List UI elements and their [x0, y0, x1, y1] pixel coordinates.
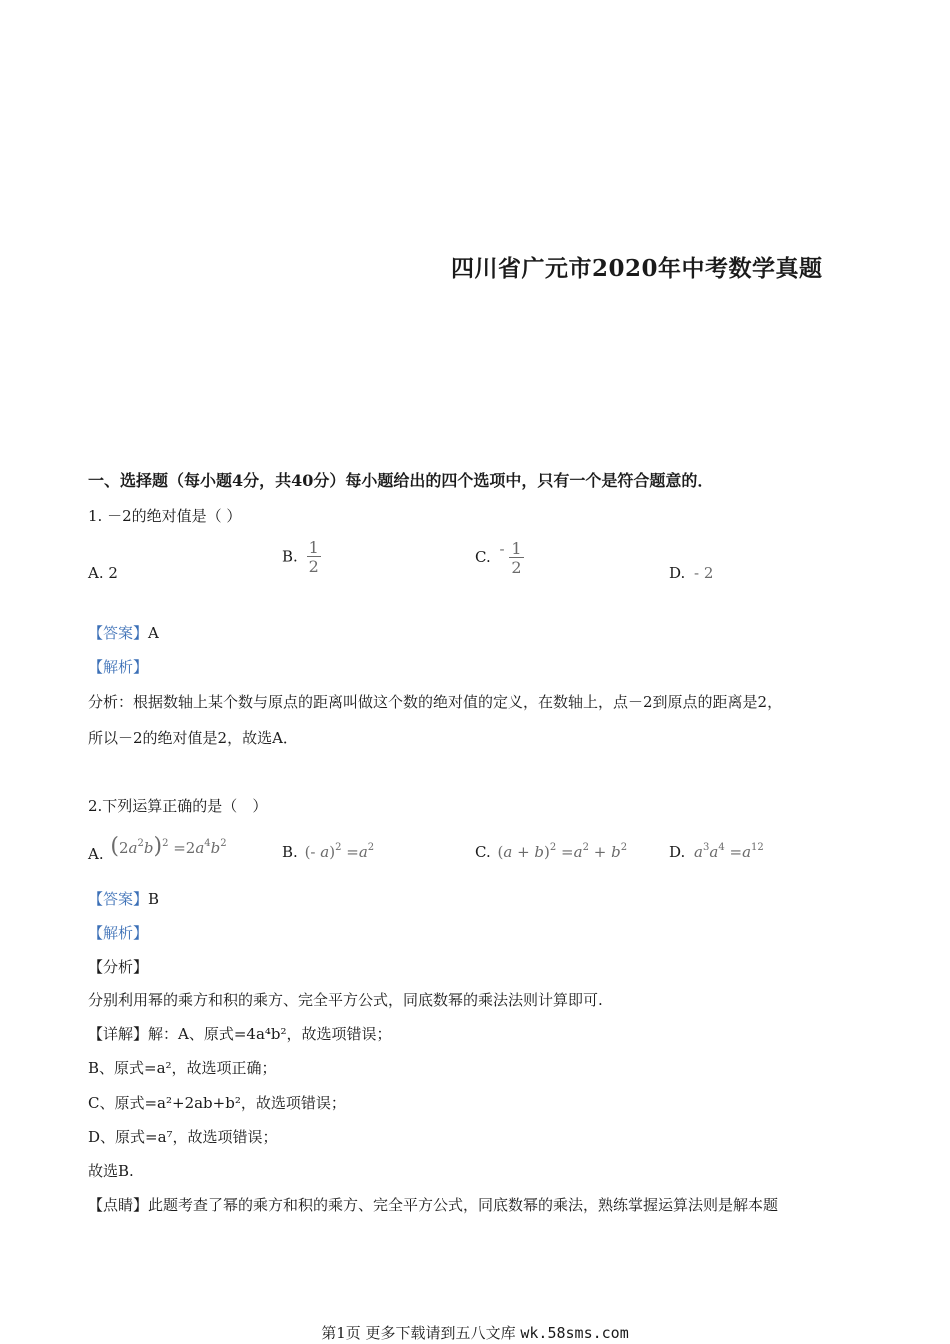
q1-option-c-fraction [509, 538, 523, 577]
q2-option-c-label: C. [475, 843, 491, 861]
q1-option-b-numerator: 1 [308, 538, 319, 557]
q2-option-a [88, 834, 227, 863]
q2-answer [88, 888, 159, 909]
q2-comment [88, 1194, 778, 1215]
q1-analysis-line2: 所以－2的绝对值是2，故选A． [88, 729, 298, 747]
q2-detail-tag: 【详解】 [88, 1025, 149, 1043]
q2-option-d-label: D. [669, 843, 686, 861]
q1-answer [88, 622, 159, 643]
q2-fenxi-tag: 【分析】 [88, 958, 149, 976]
section-heading: 一、选择题（每小题4分，共40分）每小题给出的四个选项中，只有一个是符合题意的． [88, 471, 714, 490]
q2-option-b [282, 842, 374, 861]
q2-conclusion: 故选B. [88, 1162, 134, 1180]
q2-comment-tag: 【点睛】 [88, 1196, 149, 1214]
footer-text: 第1页 更多下载请到五八文库 [321, 1324, 516, 1342]
q2-detail-c: C、原式=a²+2ab+b²，故选项错误； [88, 1094, 346, 1112]
footer-site: wk.58sms.com [520, 1324, 629, 1342]
q1-answer-tag: 【答案】 [88, 624, 149, 642]
q2-comment-text: 此题考查了幂的乘方和积的乘方、完全平方公式，同底数幂的乘法，熟练掌握运算法则是解本题 [148, 1196, 779, 1214]
q1-option-d-value: - 2 [694, 564, 714, 582]
q2-stem: 2.下列运算正确的是（ ） [88, 797, 268, 815]
q2-answer-value: B [148, 890, 160, 908]
q2-option-b-label: B. [282, 843, 298, 861]
q2-option-a-expression: $(2a^2b)^2 =2a^4b^2$ [110, 834, 227, 859]
q1-option-b [282, 540, 321, 575]
q2-option-c [475, 842, 627, 861]
q2-option-d-expression: $a^3a^4 =a^{12}$ [694, 842, 764, 861]
q2-detail-a-text: 解：A、原式=4a⁴b²，故选项错误； [148, 1025, 392, 1043]
q1-analysis-line1: 分析：根据数轴上某个数与原点的距离叫做这个数的绝对值的定义，在数轴上，点－2到原点的距离是2， [88, 693, 783, 711]
q2-detail-d: D、原式=a⁷，故选项错误； [88, 1128, 278, 1146]
page-footer [0, 1322, 950, 1343]
q2-option-d [669, 842, 764, 861]
q2-detail-b: B、原式=a²，故选项正确； [88, 1059, 277, 1077]
q2-analysis-tag: 【解析】 [88, 924, 149, 942]
q1-stem: 1. －2的绝对值是（ ） [88, 507, 242, 525]
q2-answer-tag: 【答案】 [88, 890, 149, 908]
page-title: 四川省广元市2020年中考数学真题 [451, 255, 823, 282]
q1-option-d-label: D. [669, 564, 686, 582]
q1-analysis-tag: 【解析】 [88, 658, 149, 676]
q2-fenxi-text: 分别利用幂的乘方和积的乘方、完全平方公式，同底数幂的乘法法则计算即可. [88, 991, 603, 1009]
q1-option-d [669, 564, 713, 582]
q1-option-c-sign: - [499, 540, 505, 558]
q1-option-a: A. 2 [88, 564, 118, 582]
q1-option-c-label: C. [475, 548, 491, 566]
q1-option-b-denominator: 2 [308, 557, 319, 576]
q1-option-c-denominator: 2 [511, 557, 522, 577]
q1-option-b-fraction [307, 540, 321, 575]
q1-option-c-numerator: 1 [511, 538, 522, 558]
q1-option-c [475, 540, 524, 576]
q1-answer-value: A [148, 624, 159, 642]
q2-option-c-expression: $(a + b)^2 =a^2 + b^2$ [497, 842, 628, 861]
q2-option-a-label: A. [88, 845, 104, 863]
q2-detail-a [88, 1023, 392, 1044]
q2-option-b-expression: (- $a)^2 =a^2$ [304, 842, 375, 861]
q1-option-b-label: B. [282, 547, 298, 566]
